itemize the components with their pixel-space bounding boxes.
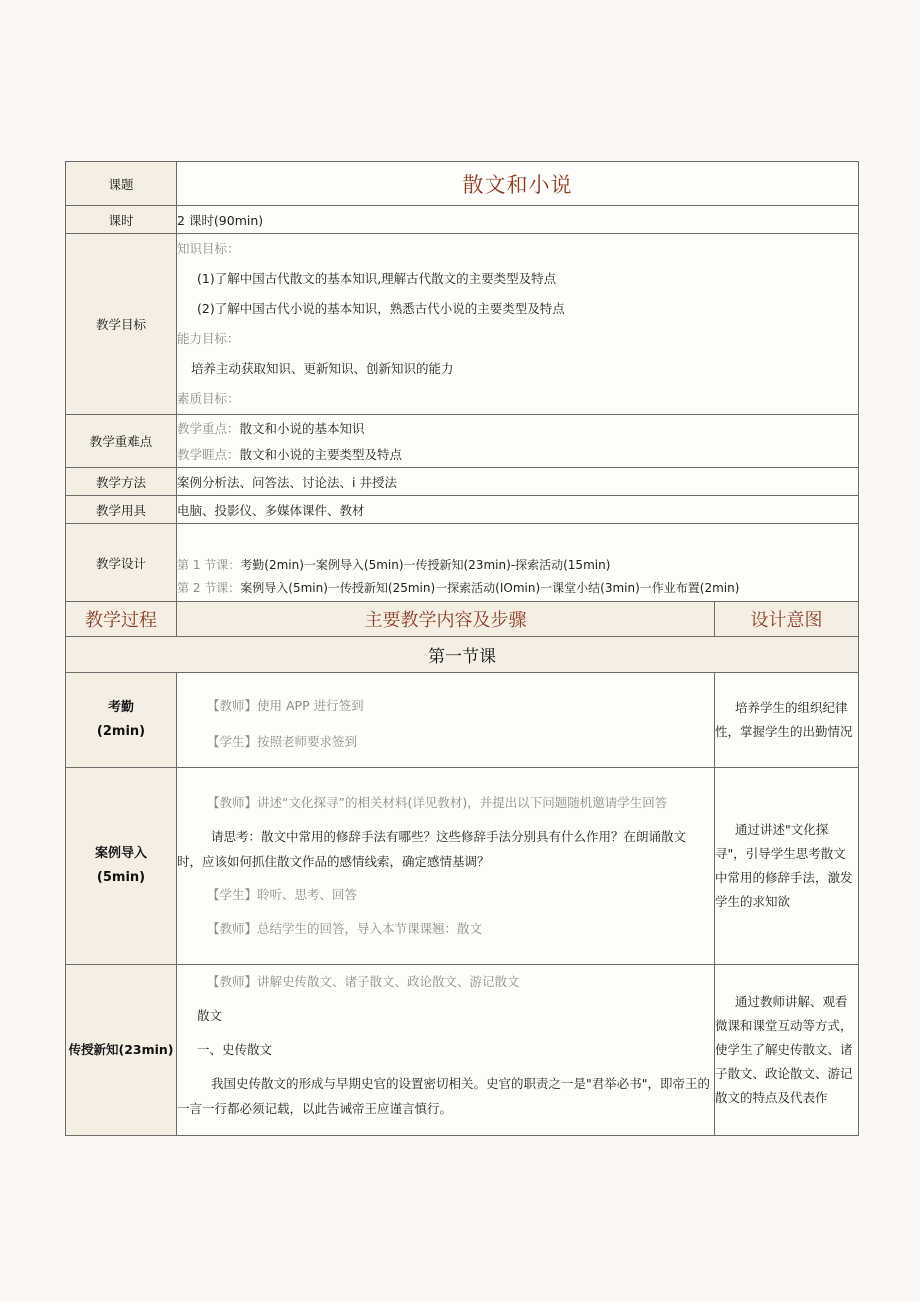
process-label-name: 考勤 <box>107 700 134 715</box>
design-line2: 案例导入(5min)一传授新知(25min)一探索活动(IOmin)一课堂小结(3min)一作业布置(2min) <box>240 581 740 595</box>
teacher-step: 【教师】讲解史传散文、诸子散文、政论散文、游记散文 <box>207 974 520 989</box>
section-title: 第一节课 <box>66 637 859 673</box>
ability-heading: 能力目标： <box>177 331 240 346</box>
key-point: 散文和小说的基本知识 <box>239 421 365 436</box>
process-label-time: (2min) <box>96 724 146 739</box>
method-value: 案例分析法、问答法、讨论法、i 井授法 <box>177 468 859 496</box>
design-line1: 考勤(2min)一案例导入(5min)一传授新知(23min)-探索活动(15min) <box>240 558 611 572</box>
topic-row <box>66 162 859 206</box>
process-label: 传授新知(23min) <box>66 965 177 1136</box>
hours-label: 课时 <box>66 206 177 234</box>
content-paragraph: 我国史传散文的形成与早期史官的设置密切相关。史官的职责之一是"君举必书"，即帝王的一言一行都必须记载，以此告诫帝王应谨言慎行。 <box>177 1076 711 1116</box>
column-header-intent: 设计意图 <box>715 602 859 637</box>
design-intent: 培养学生的组织纪律性，掌握学生的出勤情况 <box>715 673 859 768</box>
content-subheading: 一、史传散文 <box>197 1042 273 1057</box>
ability-item: 培养主动获取知识、更新知识、创新知识的能力 <box>191 361 454 376</box>
process-label <box>66 673 177 768</box>
goals-content <box>177 234 859 415</box>
design-line2-prefix: 第 2 节课： <box>177 581 241 595</box>
design-intent: 通过讲述"文化探寻"，引导学生思考散文中常用的修辞手法，激发学生的求知欲 <box>715 768 859 965</box>
tools-value: 电脑、投影仪、多媒体课件、教材 <box>177 496 859 524</box>
hours-value: 2 课时(90min) <box>177 206 859 234</box>
goals-row <box>66 234 859 415</box>
key-points-content <box>177 415 859 468</box>
section-title-row <box>66 637 859 673</box>
teacher-step: 【教师】使用 APP 进行签到 <box>207 698 364 713</box>
knowledge-item: (2)了解中国古代小说的基本知识，熟悉古代小说的主要类型及特点 <box>197 301 565 316</box>
design-intent: 通过教师讲解、观看微课和课堂互动等方式，使学生了解史传散文、诸子散文、政论散文、游记散文的特点及代表作 <box>715 965 859 1136</box>
process-content <box>177 768 715 965</box>
topic-label: 课题 <box>66 162 177 206</box>
student-step: 【学生】按照老师要求签到 <box>207 734 358 749</box>
tools-row <box>66 496 859 524</box>
knowledge-item: (1)了解中国古代散文的基本知识,理解古代散文的主要类型及特点 <box>197 271 557 286</box>
process-row <box>66 965 859 1136</box>
process-label-time: (5min) <box>96 870 146 885</box>
goals-label: 教学目标 <box>66 234 177 415</box>
method-row <box>66 468 859 496</box>
key-points-label: 教学重难点 <box>66 415 177 468</box>
process-row <box>66 673 859 768</box>
hours-row <box>66 206 859 234</box>
process-content <box>177 673 715 768</box>
method-label: 教学方法 <box>66 468 177 496</box>
key-points-row <box>66 415 859 468</box>
content-heading: 散文 <box>197 1008 223 1023</box>
student-step: 【学生】聆听、思考、回答 <box>207 887 358 902</box>
process-label <box>66 768 177 965</box>
knowledge-heading: 知识目标： <box>177 241 240 256</box>
design-line1-prefix: 第 1 节课： <box>177 558 241 572</box>
column-header-content: 主要教学内容及步骤 <box>177 602 715 637</box>
question-text: 请思考：散文中常用的修辞手法有哪些？这些修辞手法分别具有什么作用？在朗诵散文时，应该如何抓住散文作品的感情线索，确定感情基调？ <box>177 829 687 869</box>
column-header-process: 教学过程 <box>66 602 177 637</box>
page-title: 散文和小说 <box>177 162 859 206</box>
process-label-name: 案例导入 <box>94 846 147 861</box>
teacher-step: 【教师】讲述“文化探寻”的相关材料(详见教材)，并提出以下问题随机邀请学生回答 <box>207 795 668 810</box>
lesson-plan-table <box>65 161 859 1136</box>
process-row <box>66 768 859 965</box>
design-content <box>177 524 859 602</box>
difficult-point-prefix: 教学睚点： <box>177 447 240 462</box>
column-header-row <box>66 602 859 637</box>
process-content <box>177 965 715 1136</box>
design-row <box>66 524 859 602</box>
tools-label: 教学用具 <box>66 496 177 524</box>
key-point-prefix: 教学重点： <box>177 421 240 436</box>
quality-heading: 素质目标： <box>177 391 240 406</box>
difficult-point: 散文和小说的主要类型及特点 <box>239 447 403 462</box>
teacher-step: 【教师】总结学生的回答，导入本节课课翘：散文 <box>207 921 483 936</box>
design-label: 教学设计 <box>66 524 177 602</box>
